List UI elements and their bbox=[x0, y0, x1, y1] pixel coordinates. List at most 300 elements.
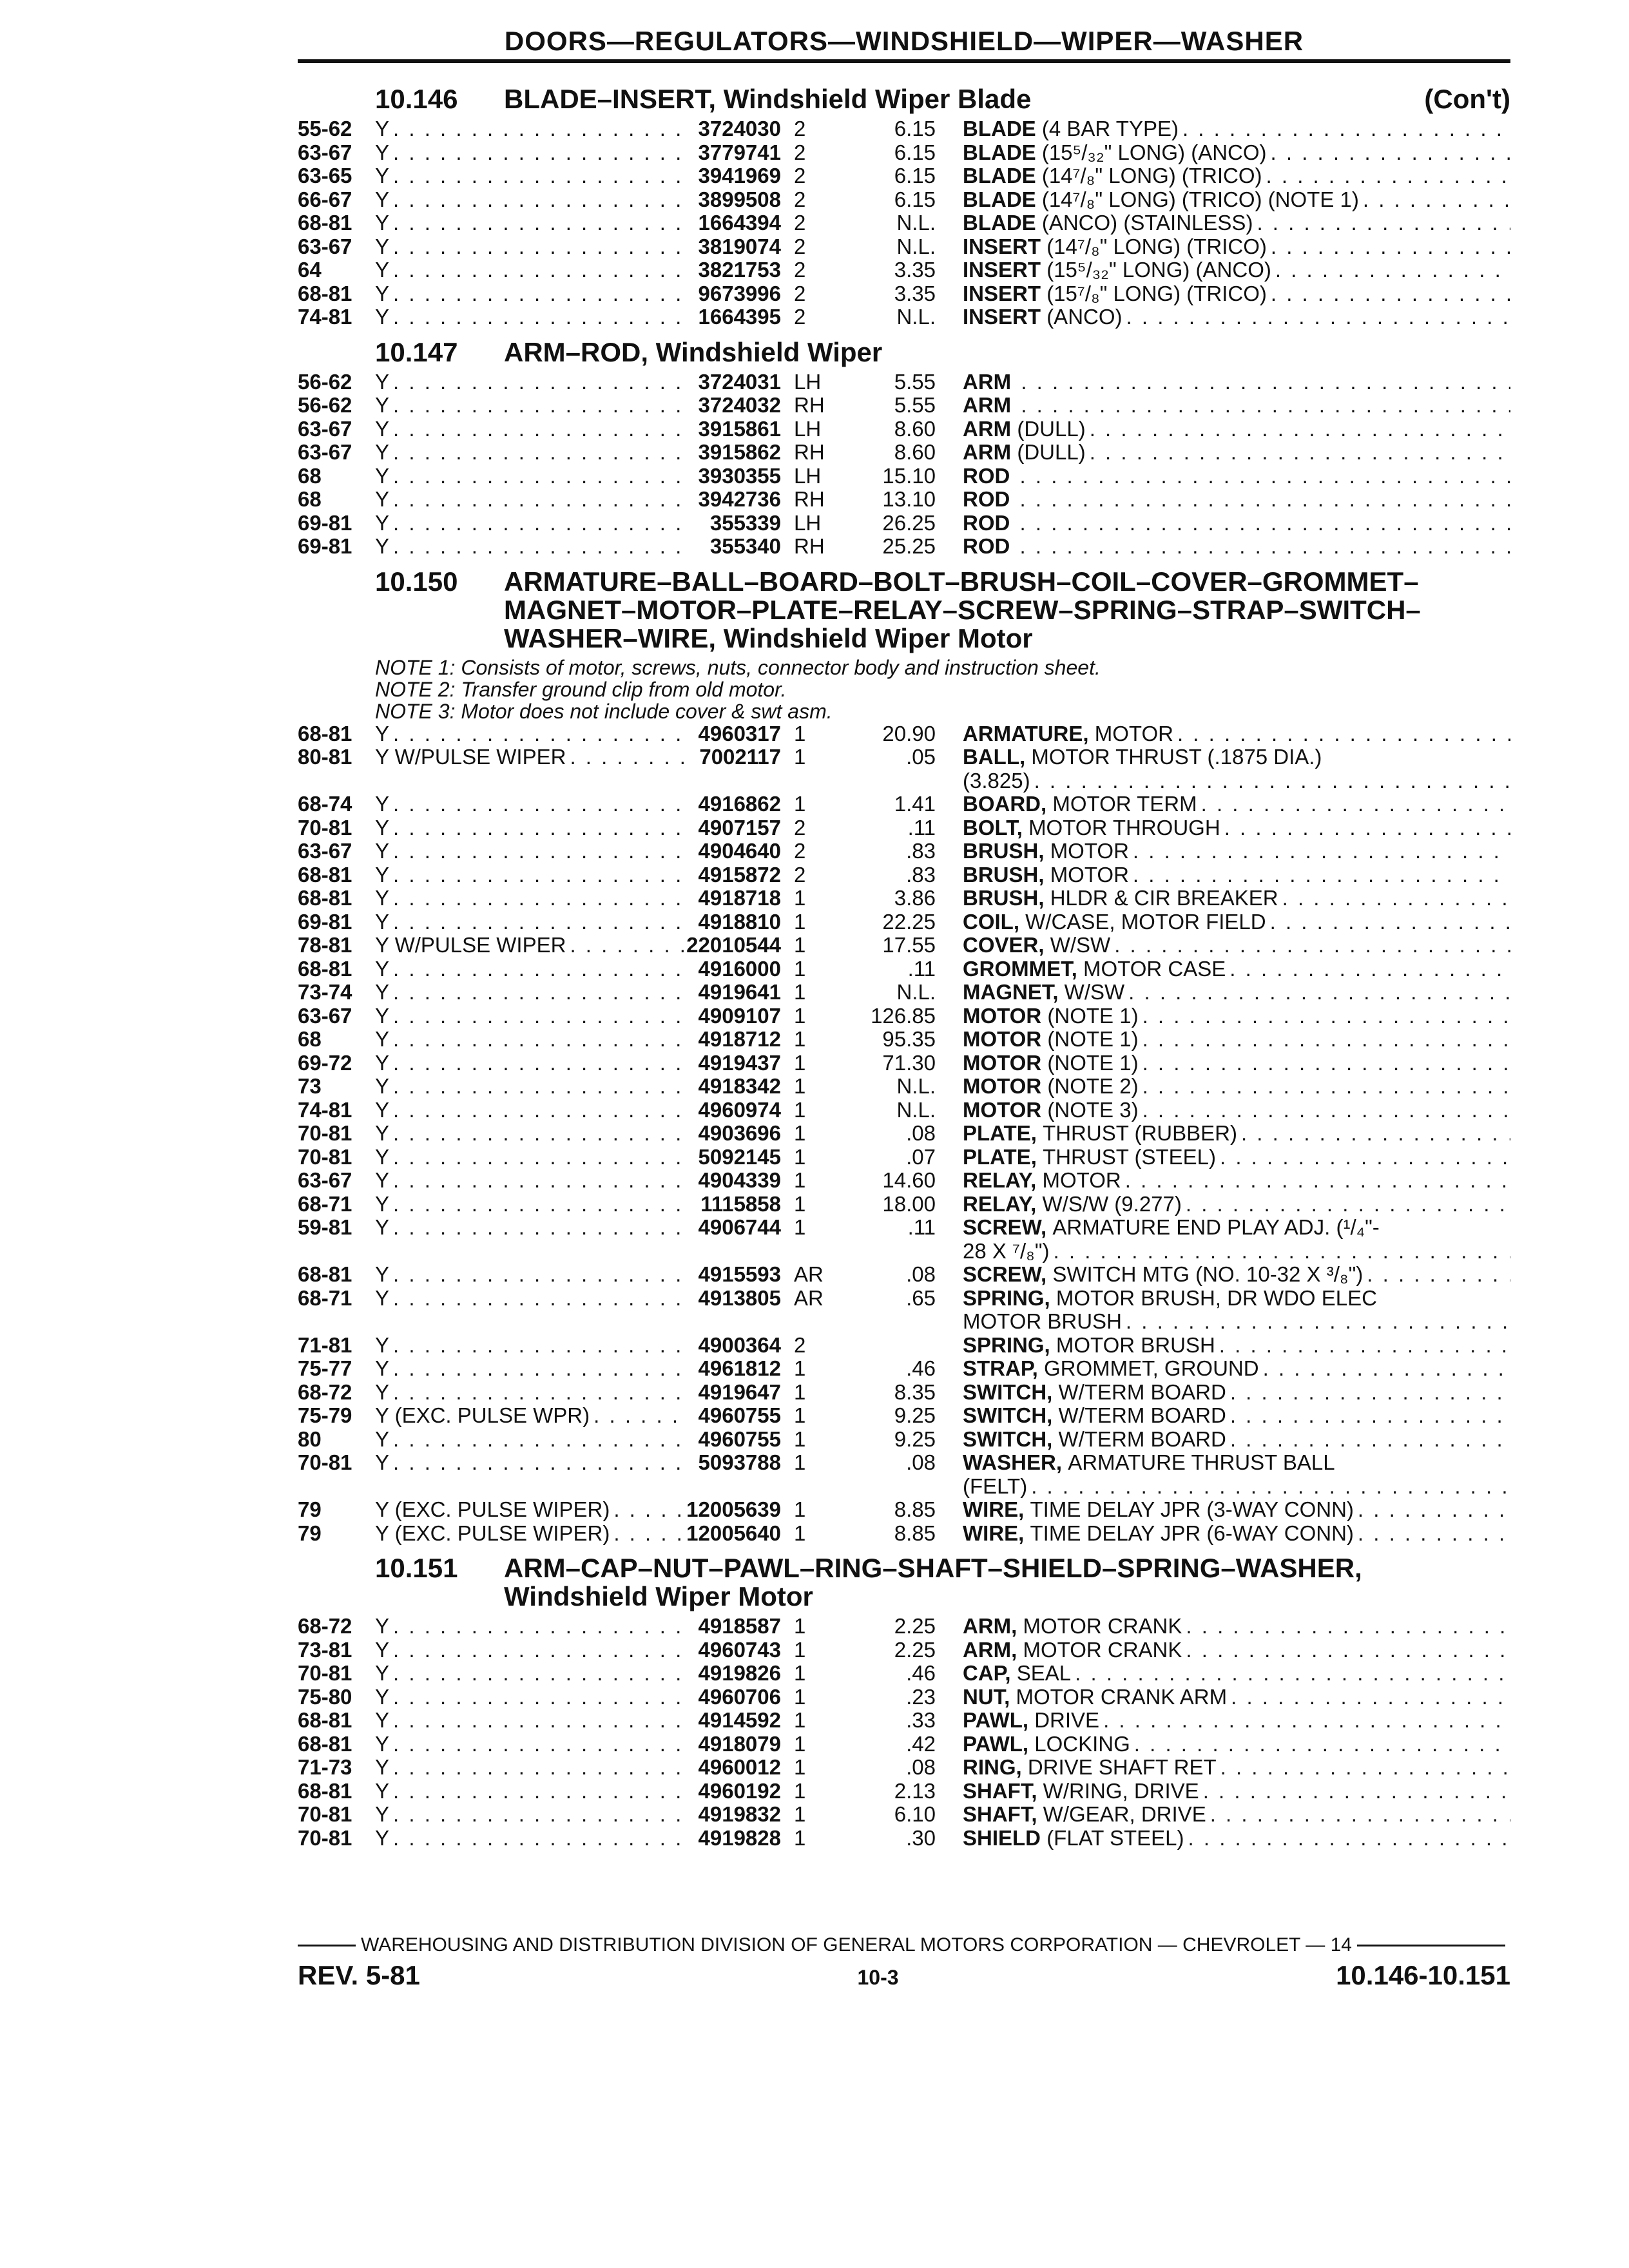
description-line bbox=[963, 910, 1510, 934]
model-years: 75-80 bbox=[298, 1684, 352, 1709]
quantity: 1 bbox=[794, 1427, 806, 1451]
application-text: Y bbox=[375, 722, 390, 745]
part-number: 4919437 bbox=[698, 1050, 781, 1075]
price: .08 bbox=[906, 1450, 936, 1474]
part-description bbox=[936, 394, 1510, 418]
description-line bbox=[963, 1451, 1510, 1475]
part-number: 4915593 bbox=[698, 1262, 781, 1286]
application-text: Y bbox=[375, 1380, 390, 1404]
part-row bbox=[298, 745, 1510, 793]
part-name: COIL, bbox=[963, 910, 1019, 934]
dot-leader bbox=[1016, 512, 1510, 535]
quantity: 1 bbox=[794, 933, 806, 957]
dot-leader bbox=[1226, 1404, 1510, 1428]
part-name: BRUSH, bbox=[963, 840, 1045, 863]
dot-leader bbox=[1253, 211, 1510, 235]
dot-leader bbox=[1110, 934, 1510, 957]
part-number: 4915872 bbox=[698, 862, 781, 887]
quantity: 1 bbox=[794, 1637, 806, 1662]
quantity: 2 bbox=[794, 1332, 806, 1357]
application-text: Y bbox=[375, 910, 390, 934]
dot-leader bbox=[1179, 117, 1510, 141]
quantity: LH bbox=[794, 510, 822, 535]
description-text: MOTOR BRUSH, DR WDO ELEC bbox=[1055, 1286, 1377, 1310]
description-text: MOTOR CRANK bbox=[1023, 1615, 1182, 1638]
description-text: MOTOR THRUST (.1875 DIA.) bbox=[1031, 745, 1322, 769]
dot-leader bbox=[1129, 863, 1510, 887]
quantity: 1 bbox=[794, 1497, 806, 1521]
part-name: PLATE, bbox=[963, 1122, 1037, 1145]
part-row bbox=[298, 394, 1510, 418]
application bbox=[375, 1498, 684, 1522]
application-text: Y bbox=[375, 117, 390, 140]
description-line bbox=[963, 1662, 1510, 1686]
dot-leader bbox=[1139, 1004, 1510, 1028]
model-years: 68-81 bbox=[298, 956, 352, 981]
dot-leader bbox=[389, 1122, 684, 1146]
dot-leader bbox=[1217, 1756, 1510, 1780]
part-name: INSERT bbox=[963, 305, 1041, 329]
description-text: SWITCH MTG (NO. 10-32 X ³/₈") bbox=[1052, 1263, 1364, 1286]
description-line bbox=[963, 1780, 1510, 1803]
dot-leader bbox=[389, 141, 684, 165]
description-line bbox=[963, 1334, 1510, 1358]
dot-leader bbox=[389, 394, 684, 418]
part-name: SHAFT, bbox=[963, 1779, 1037, 1803]
dot-leader bbox=[389, 117, 684, 141]
description-line bbox=[963, 793, 1510, 816]
description-line bbox=[963, 1498, 1510, 1522]
footer-bottom bbox=[298, 1960, 1510, 1991]
description-text: LOCKING bbox=[1034, 1732, 1130, 1756]
description-text: (14⁷/₈" LONG) (TRICO) (NOTE 1) bbox=[1041, 187, 1359, 211]
part-description bbox=[936, 1404, 1510, 1428]
application bbox=[375, 1709, 684, 1733]
part-description bbox=[936, 188, 1510, 212]
dot-leader bbox=[389, 1780, 684, 1803]
quantity: 2 bbox=[794, 234, 806, 258]
section-number: 10.147 bbox=[375, 336, 458, 367]
price: .30 bbox=[906, 1825, 936, 1850]
dot-leader bbox=[389, 1733, 684, 1756]
dot-leader bbox=[1182, 1615, 1510, 1639]
part-name: COVER, bbox=[963, 934, 1045, 957]
part-name: CAP, bbox=[963, 1662, 1011, 1685]
part-row bbox=[298, 305, 1510, 329]
description-line bbox=[963, 1404, 1510, 1428]
part-number: 7002117 bbox=[699, 745, 781, 769]
part-number: 4914592 bbox=[698, 1708, 781, 1732]
part-description bbox=[936, 1287, 1510, 1334]
description-text: (DULL) bbox=[1017, 417, 1086, 441]
dot-leader bbox=[389, 1686, 684, 1709]
description-text: MOTOR bbox=[1050, 863, 1129, 887]
part-name: ROD bbox=[963, 464, 1010, 488]
quantity: RH bbox=[794, 534, 825, 558]
part-name: MAGNET, bbox=[963, 981, 1059, 1004]
footer-line bbox=[298, 1934, 1510, 1956]
quantity: 1 bbox=[794, 1168, 806, 1192]
part-number: 3724030 bbox=[698, 117, 781, 140]
part-description bbox=[936, 282, 1510, 306]
part-row bbox=[298, 1075, 1510, 1099]
part-row bbox=[298, 235, 1510, 259]
description-line bbox=[963, 1686, 1510, 1709]
description-text-continued: (3.825) bbox=[963, 769, 1030, 793]
description-text: DRIVE bbox=[1034, 1709, 1100, 1732]
part-description bbox=[936, 1075, 1510, 1099]
description-line bbox=[963, 258, 1510, 282]
part-row bbox=[298, 722, 1510, 746]
application bbox=[375, 117, 684, 141]
section-heading bbox=[298, 1554, 1510, 1611]
application bbox=[375, 1780, 684, 1803]
part-row bbox=[298, 1028, 1510, 1052]
price: 3.35 bbox=[894, 258, 936, 282]
description-text: (ANCO) bbox=[1046, 305, 1123, 329]
quantity: 2 bbox=[794, 862, 806, 887]
description-line bbox=[963, 488, 1510, 512]
model-years: 68-81 bbox=[298, 1731, 352, 1756]
model-years: 69-81 bbox=[298, 534, 352, 558]
dot-leader bbox=[1122, 1310, 1510, 1334]
dot-leader bbox=[1184, 1827, 1510, 1850]
dot-leader bbox=[389, 1169, 684, 1193]
application-text: Y bbox=[375, 1004, 390, 1028]
price: 8.85 bbox=[894, 1521, 936, 1545]
model-years: 55-62 bbox=[298, 117, 352, 140]
part-number: 4900364 bbox=[698, 1332, 781, 1357]
application bbox=[375, 1639, 684, 1662]
part-row bbox=[298, 957, 1510, 981]
description-line bbox=[963, 418, 1510, 441]
quantity: 1 bbox=[794, 1825, 806, 1850]
part-name: BLADE bbox=[963, 211, 1036, 235]
part-name: MOTOR bbox=[963, 1098, 1042, 1122]
dot-leader bbox=[1130, 1733, 1510, 1756]
dot-leader bbox=[1182, 1193, 1510, 1216]
price: 9.25 bbox=[894, 1403, 936, 1427]
price: 6.15 bbox=[894, 187, 936, 211]
application-text: Y bbox=[375, 1826, 390, 1850]
part-description bbox=[936, 745, 1510, 793]
part-description bbox=[936, 981, 1510, 1004]
description-text: MOTOR BRUSH bbox=[1055, 1333, 1215, 1357]
dot-leader bbox=[389, 441, 684, 465]
dot-leader bbox=[1237, 1122, 1510, 1146]
price: .08 bbox=[906, 1755, 936, 1779]
part-row bbox=[298, 1169, 1510, 1193]
price: 6.10 bbox=[894, 1802, 936, 1826]
quantity: 2 bbox=[794, 258, 806, 282]
part-name: ARM, bbox=[963, 1615, 1017, 1638]
application bbox=[375, 1099, 684, 1122]
price: 18.00 bbox=[882, 1191, 936, 1216]
part-description bbox=[936, 793, 1510, 816]
application-text: Y bbox=[375, 140, 390, 164]
part-number: 4960706 bbox=[698, 1684, 781, 1709]
part-number: 4919828 bbox=[698, 1825, 781, 1850]
dot-leader bbox=[389, 1287, 684, 1334]
part-name: SCREW, bbox=[963, 1263, 1047, 1286]
part-number: 9673996 bbox=[698, 281, 781, 305]
application bbox=[375, 957, 684, 981]
description-line bbox=[963, 394, 1510, 418]
part-name: BLADE bbox=[963, 140, 1036, 164]
part-description bbox=[936, 722, 1510, 746]
part-description bbox=[936, 370, 1510, 394]
part-row bbox=[298, 1662, 1510, 1686]
dot-leader bbox=[1121, 1169, 1510, 1193]
description-text: (FLAT STEEL) bbox=[1046, 1826, 1184, 1850]
part-row bbox=[298, 418, 1510, 441]
part-name: SWITCH, bbox=[963, 1380, 1053, 1404]
part-row bbox=[298, 1451, 1510, 1498]
part-row bbox=[298, 1263, 1510, 1287]
part-number: 4919826 bbox=[698, 1661, 781, 1685]
part-name: PLATE, bbox=[963, 1145, 1037, 1169]
dot-leader bbox=[389, 1263, 684, 1287]
part-description bbox=[936, 1780, 1510, 1803]
price: 5.55 bbox=[894, 369, 936, 394]
part-description bbox=[936, 1428, 1510, 1452]
description-text: (14⁷/₈" LONG) (TRICO) bbox=[1041, 164, 1262, 187]
part-number: 3819074 bbox=[698, 234, 781, 258]
application bbox=[375, 164, 684, 188]
application-text: Y bbox=[375, 1169, 390, 1192]
model-years: 63-67 bbox=[298, 140, 352, 164]
part-row bbox=[298, 282, 1510, 306]
part-name: BLADE bbox=[963, 117, 1036, 140]
part-number: 12005639 bbox=[686, 1497, 781, 1521]
description-line-continued bbox=[963, 769, 1510, 793]
part-row bbox=[298, 370, 1510, 394]
application bbox=[375, 981, 684, 1004]
part-description bbox=[936, 1639, 1510, 1662]
model-years: 73-81 bbox=[298, 1637, 352, 1662]
model-years: 73-74 bbox=[298, 980, 352, 1004]
price: N.L. bbox=[896, 980, 936, 1004]
price: .08 bbox=[906, 1262, 936, 1286]
price: 22.25 bbox=[882, 909, 936, 934]
price: .83 bbox=[906, 839, 936, 863]
application bbox=[375, 1381, 684, 1405]
part-row bbox=[298, 934, 1510, 957]
quantity: AR bbox=[794, 1262, 824, 1286]
model-years: 79 bbox=[298, 1521, 322, 1545]
part-name: SHIELD bbox=[963, 1826, 1041, 1850]
description-text: (ANCO) (STAINLESS) bbox=[1041, 211, 1253, 235]
description-line bbox=[963, 535, 1510, 559]
application-text: Y bbox=[375, 1732, 390, 1756]
price: 14.60 bbox=[882, 1168, 936, 1192]
quantity: LH bbox=[794, 416, 822, 441]
application-text: Y bbox=[375, 863, 390, 887]
dot-leader bbox=[566, 934, 684, 957]
description-text: W/CASE, MOTOR FIELD bbox=[1025, 910, 1266, 934]
part-description bbox=[936, 1216, 1510, 1263]
model-years: 56-62 bbox=[298, 369, 352, 394]
model-years: 68-81 bbox=[298, 281, 352, 305]
part-number: 4919647 bbox=[698, 1379, 781, 1404]
dot-leader bbox=[389, 512, 684, 535]
description-text: W/TERM BOARD bbox=[1058, 1427, 1226, 1451]
part-description bbox=[936, 1334, 1510, 1358]
description-line-continued bbox=[963, 1475, 1510, 1499]
model-years: 63-67 bbox=[298, 839, 352, 863]
part-name: SPRING, bbox=[963, 1333, 1050, 1357]
description-text: ARMATURE END PLAY ADJ. (¹/₄"- bbox=[1052, 1216, 1380, 1239]
application-text: Y bbox=[375, 793, 390, 816]
application-text: Y bbox=[375, 981, 390, 1004]
description-line bbox=[963, 745, 1510, 769]
part-number: 3930355 bbox=[698, 463, 781, 488]
part-row bbox=[298, 258, 1510, 282]
price: 2.25 bbox=[894, 1637, 936, 1662]
dot-leader bbox=[1017, 370, 1510, 394]
dot-leader bbox=[1099, 1709, 1510, 1733]
dot-leader bbox=[389, 1357, 684, 1381]
part-description bbox=[936, 211, 1510, 235]
description-text: (14⁷/₈" LONG) (TRICO) bbox=[1046, 235, 1267, 258]
dot-leader bbox=[610, 1522, 684, 1546]
application-text: Y bbox=[375, 1263, 390, 1286]
quantity: 2 bbox=[794, 305, 806, 329]
part-name: NUT, bbox=[963, 1685, 1010, 1709]
application bbox=[375, 488, 684, 512]
section-number: 10.151 bbox=[375, 1553, 458, 1583]
application bbox=[375, 1756, 684, 1780]
part-name: RELAY, bbox=[963, 1169, 1037, 1192]
dot-leader bbox=[389, 1334, 684, 1358]
part-row bbox=[298, 1522, 1510, 1546]
model-years: 63-67 bbox=[298, 440, 352, 464]
price: 25.25 bbox=[882, 534, 936, 558]
model-years: 71-73 bbox=[298, 1755, 352, 1779]
application bbox=[375, 1216, 684, 1263]
part-row bbox=[298, 1686, 1510, 1709]
part-row bbox=[298, 1639, 1510, 1662]
part-number: 4916000 bbox=[698, 956, 781, 981]
description-text: (NOTE 1) bbox=[1047, 1004, 1139, 1028]
application-text: Y bbox=[375, 164, 390, 187]
dot-leader bbox=[1227, 1686, 1510, 1709]
application bbox=[375, 258, 684, 282]
part-row bbox=[298, 512, 1510, 535]
part-description bbox=[936, 1169, 1510, 1193]
part-number: 4960192 bbox=[698, 1778, 781, 1803]
quantity: 2 bbox=[794, 140, 806, 164]
application-text: Y bbox=[375, 1122, 390, 1145]
price: .46 bbox=[906, 1661, 936, 1685]
part-description bbox=[936, 1803, 1510, 1827]
quantity: 2 bbox=[794, 281, 806, 305]
application bbox=[375, 887, 684, 910]
dot-leader bbox=[389, 418, 684, 441]
quantity: 1 bbox=[794, 1050, 806, 1075]
application bbox=[375, 1451, 684, 1498]
application-text: Y bbox=[375, 1075, 390, 1098]
part-description bbox=[936, 1615, 1510, 1639]
model-years: 70-81 bbox=[298, 1825, 352, 1850]
section-heading bbox=[298, 568, 1510, 653]
part-number: 4918718 bbox=[698, 886, 781, 910]
application-text: Y bbox=[375, 1803, 390, 1826]
part-row bbox=[298, 1357, 1510, 1381]
part-number: 4960012 bbox=[698, 1755, 781, 1779]
description-text: MOTOR TERM bbox=[1052, 793, 1197, 816]
quantity: LH bbox=[794, 369, 822, 394]
description-text: W/SW bbox=[1064, 981, 1125, 1004]
application-text: Y bbox=[375, 535, 390, 558]
part-description bbox=[936, 887, 1510, 910]
model-years: 66-67 bbox=[298, 187, 352, 211]
dot-leader bbox=[389, 1193, 684, 1216]
quantity: 1 bbox=[794, 1097, 806, 1122]
application-text: Y bbox=[375, 370, 390, 394]
quantity: RH bbox=[794, 393, 825, 417]
price: 15.10 bbox=[882, 463, 936, 488]
dot-leader bbox=[389, 840, 684, 863]
part-name: PAWL, bbox=[963, 1709, 1029, 1732]
part-row bbox=[298, 887, 1510, 910]
description-line bbox=[963, 1287, 1510, 1311]
quantity: 1 bbox=[794, 1614, 806, 1638]
dot-leader bbox=[389, 1004, 684, 1028]
description-text: (4 BAR TYPE) bbox=[1041, 117, 1179, 140]
price: 20.90 bbox=[882, 721, 936, 745]
application bbox=[375, 1334, 684, 1358]
description-line-continued bbox=[963, 1310, 1510, 1334]
dot-leader bbox=[1354, 1498, 1510, 1522]
part-description bbox=[936, 164, 1510, 188]
part-row bbox=[298, 1146, 1510, 1169]
part-number: 4918810 bbox=[698, 909, 781, 934]
part-name: WIRE, bbox=[963, 1521, 1025, 1545]
part-name: MOTOR bbox=[963, 1075, 1042, 1098]
part-name: SPRING, bbox=[963, 1286, 1050, 1310]
description-line bbox=[963, 164, 1510, 188]
part-description bbox=[936, 1662, 1510, 1686]
part-row bbox=[298, 164, 1510, 188]
application-text: Y bbox=[375, 235, 390, 258]
application-text: Y bbox=[375, 1709, 390, 1732]
dot-leader bbox=[389, 1099, 684, 1122]
application bbox=[375, 840, 684, 863]
part-name: ARM, bbox=[963, 1638, 1017, 1662]
model-years: 68 bbox=[298, 463, 322, 488]
description-text: TIME DELAY JPR (3-WAY CONN) bbox=[1030, 1498, 1354, 1521]
application-text: Y bbox=[375, 1051, 390, 1075]
section-heading bbox=[298, 85, 1510, 113]
price: 8.60 bbox=[894, 416, 936, 441]
part-row bbox=[298, 188, 1510, 212]
description-line bbox=[963, 981, 1510, 1004]
part-description bbox=[936, 117, 1510, 141]
footer-publisher: WAREHOUSING AND DISTRIBUTION DIVISION OF GENERAL MOTORS CORPORATION — CHEVROLET — 14 bbox=[361, 1934, 1352, 1956]
part-description bbox=[936, 1733, 1510, 1756]
application-text: Y bbox=[375, 840, 390, 863]
application-text: Y bbox=[375, 1357, 390, 1380]
quantity: 1 bbox=[794, 1027, 806, 1051]
application bbox=[375, 910, 684, 934]
part-number: 3915861 bbox=[698, 416, 781, 441]
part-row bbox=[298, 1803, 1510, 1827]
dot-leader bbox=[1267, 282, 1510, 306]
model-years: 70-81 bbox=[298, 1661, 352, 1685]
part-description bbox=[936, 1004, 1510, 1028]
model-years: 63-67 bbox=[298, 234, 352, 258]
